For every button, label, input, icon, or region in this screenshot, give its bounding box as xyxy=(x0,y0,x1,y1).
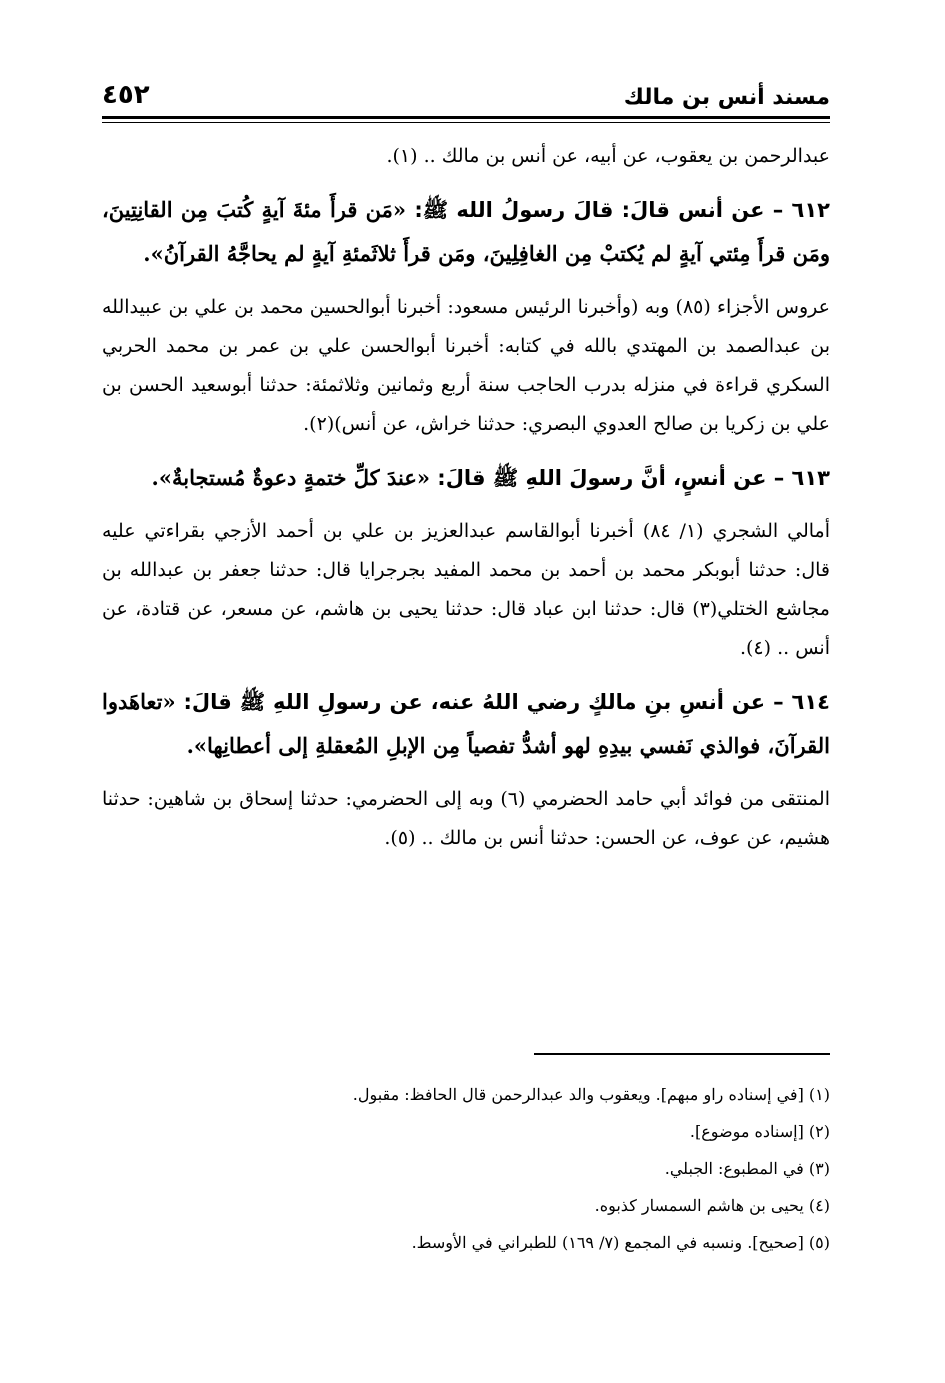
footnotes xyxy=(102,1076,830,1261)
header-rule xyxy=(102,116,830,123)
footnote-3: (٣) في المطبوع: الجبلي. xyxy=(664,1159,830,1178)
hadith-614-text: «تعاهَدوا القرآنَ، فوالذي نَفسي بيدِهِ لهو أشدُّ تفصياً مِن الإبلِ المُعقلةِ إلى أعطانِها». xyxy=(102,689,830,758)
running-title: مسند أنس بن مالك xyxy=(623,85,830,110)
hadith-613-text: «عندَ كلِّ ختمةٍ دعوةٌ مُستجابةٌ». xyxy=(151,465,430,490)
hadith-613-header: ٦١٣ – عن أنسٍ، أنَّ رسولَ اللهِ ﷺ قالَ: xyxy=(429,466,830,490)
hadith-612-text: «مَن قرأَ مئةَ آيةٍ كُتبَ مِن القانِتِينَ، ومَن قرأَ مِئتي آيةٍ لم يُكتبْ مِن الغافِلِينَ، ومَن قرأَ ثلاثَمئةِ آيةٍ لم يحاجَّهُ القرآنُ». xyxy=(102,197,830,266)
hadith-612 xyxy=(102,188,830,276)
source-614: المنتقى من فوائد أبي حامد الحضرمي (٦) وبه إلى الحضرمي: حدثنا إسحاق بن شاهين: حدثنا هشيم، عن عوف، عن الحسن: حدثنا أنس بن مالك .. (٥). xyxy=(102,788,830,849)
page-number: ٤٥٢ xyxy=(102,80,150,110)
page-header xyxy=(102,70,830,110)
hadith-614 xyxy=(102,680,830,768)
footnote-1: (١) [في إسناده راو مبهم]. ويعقوب والد عبدالرحمن قال الحافظ: مقبول. xyxy=(352,1085,830,1104)
footnote-2: (٢) [إسناده موضوع]. xyxy=(689,1122,830,1141)
source-612: عروس الأجزاء (٨٥) وبه (وأخبرنا الرئيس مسعود: أخبرنا أبوالحسين محمد بن علي بن عبيدالله بن عبدالصمد بن المهتدي بالله في كتابه: أخبرنا أبوالحسن علي بن عمر بن محمد الحربي السكري قراءة في منزله بدرب الحاجب سنة أربع وثمانين وثلاثمئة: حدثنا أبوسعيد الحسن بن علي بن زكريا بن صالح العدوي البصري: حدثنا خراش، عن أنس)(٢). xyxy=(102,296,830,435)
source-613: أمالي الشجري (١/ ٨٤) أخبرنا أبوالقاسم عبدالعزيز بن علي بن أحمد الأزجي بقراءتي عليه قال: حدثنا أبوبكر محمد بن أحمد بن محمد المفيد بجرجرايا قال: حدثنا جعفر بن عبدالله بن مجاشع الختلي(٣) قال: حدثنا ابن عباد قال: حدثنا يحيى بن هاشم، عن مسعر، عن قتادة، عن أنس .. (٤). xyxy=(102,520,830,659)
hadith-614-header: ٦١٤ – عن أنسِ بنِ مالكٍ رضي اللهُ عنه، عن رسولِ اللهِ ﷺ قالَ: xyxy=(175,690,830,714)
footnote-4: (٤) يحيى بن هاشم السمسار كذبوه. xyxy=(594,1196,830,1215)
intro-paragraph: عبدالرحمن بن يعقوب، عن أبيه، عن أنس بن مالك .. (١). xyxy=(386,145,830,167)
footnote-rule xyxy=(534,1053,830,1055)
hadith-612-header: ٦١٢ – عن أنس قالَ: قالَ رسولُ الله ﷺ: xyxy=(406,198,830,222)
footnote-5: (٥) [صحيح]. ونسبه في المجمع (٧/ ١٦٩) للطبراني في الأوسط. xyxy=(411,1233,830,1252)
hadith-613 xyxy=(102,456,830,500)
book-page xyxy=(102,70,830,1252)
